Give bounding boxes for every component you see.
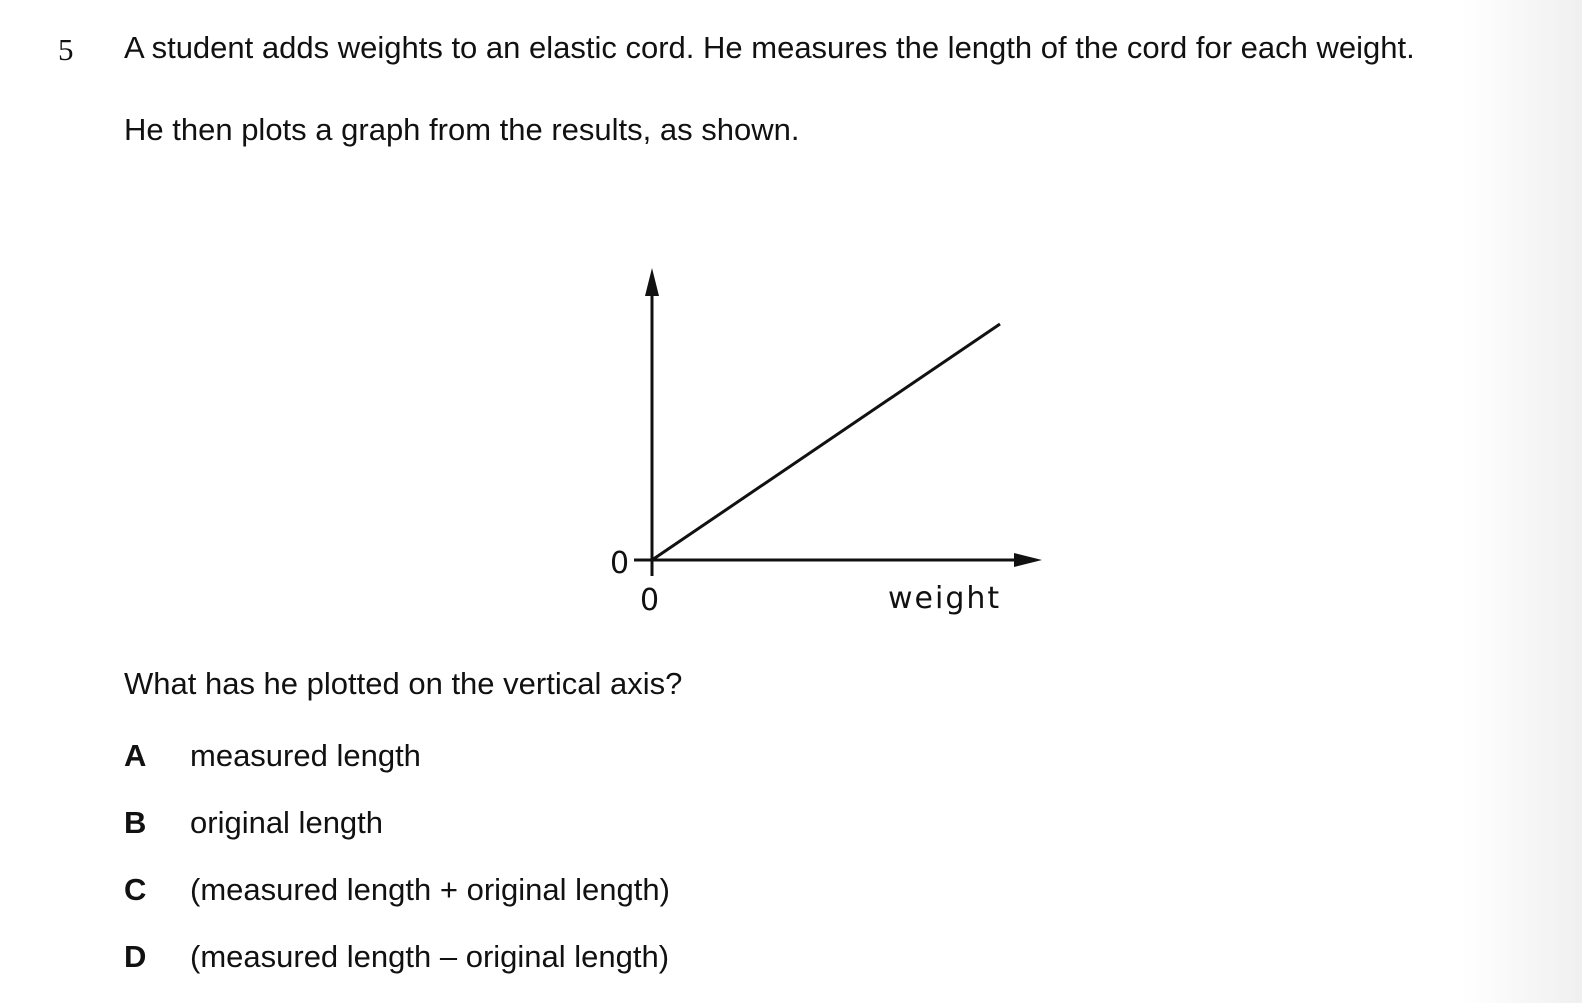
option-text: measured length xyxy=(190,738,421,773)
option-text: original length xyxy=(190,805,384,840)
x-axis-arrowhead xyxy=(1014,553,1042,567)
x-origin-label: 0 xyxy=(640,583,660,618)
series-line xyxy=(652,324,1000,560)
question-number: 5 xyxy=(58,32,74,67)
option-text: (measured length + original length) xyxy=(190,872,670,907)
question-stem-line-1: A student adds weights to an elastic cord. He measures the length of the cord for each weight. xyxy=(124,30,1415,65)
graph xyxy=(590,260,1060,630)
page-edge-shadow xyxy=(1462,0,1582,1003)
x-axis-label: weight xyxy=(888,581,1002,616)
question-stem-line-2: He then plots a graph from the results, as shown. xyxy=(124,112,800,147)
option-letter: D xyxy=(124,939,147,974)
option-letter: B xyxy=(124,805,147,840)
y-axis-arrowhead xyxy=(645,268,659,296)
option-letter: A xyxy=(124,738,147,773)
y-origin-label: 0 xyxy=(610,546,630,581)
question-prompt: What has he plotted on the vertical axis? xyxy=(124,666,683,701)
option-letter: C xyxy=(124,872,147,907)
option-text: (measured length – original length) xyxy=(190,939,670,974)
